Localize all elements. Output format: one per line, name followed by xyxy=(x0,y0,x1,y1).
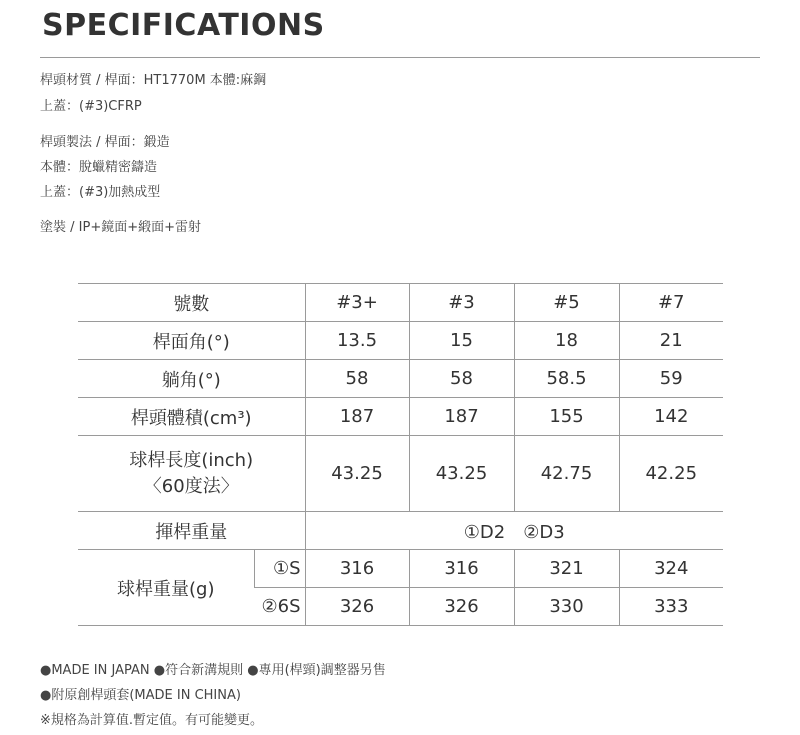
process-line-3: 上蓋：(#3)加熱成型 xyxy=(40,185,161,200)
title-divider xyxy=(40,57,760,58)
footer-line-2: ●附原創桿頭套(MADE IN CHINA) xyxy=(40,688,241,703)
row-label-weight: 球桿重量(g) xyxy=(78,550,254,626)
row-label-loft: 桿面角(°) xyxy=(78,322,305,360)
row-label-length xyxy=(78,436,305,512)
table-cell: 13.5 xyxy=(305,322,409,360)
footer-line-1: ●MADE IN JAPAN ●符合新溝規則 ●專用(桿頸)調整器另售 xyxy=(40,663,386,678)
table-cell: 21 xyxy=(619,322,723,360)
table-row xyxy=(78,360,723,398)
process-line-1: 桿頭製法 / 桿面：鍛造 xyxy=(40,135,170,150)
row-label-volume: 桿頭體積(cm³) xyxy=(78,398,305,436)
table-row xyxy=(78,550,723,588)
table-row xyxy=(78,398,723,436)
table-cell: 58 xyxy=(305,360,409,398)
table-cell: 43.25 xyxy=(305,436,409,512)
table-cell: 326 xyxy=(409,588,514,626)
table-row xyxy=(78,512,723,550)
table-cell: 155 xyxy=(514,398,619,436)
table-cell: 330 xyxy=(514,588,619,626)
table-cell: 18 xyxy=(514,322,619,360)
process-line-2: 本體：脫蠟精密鑄造 xyxy=(40,160,158,175)
footer-note: ※規格為計算值.暫定值。有可能變更。 xyxy=(40,713,264,728)
spec-table xyxy=(78,283,723,626)
page-title: SPECIFICATIONS xyxy=(42,8,325,43)
table-header-row xyxy=(78,284,723,322)
finish-line: 塗裝 / IP+鏡面+緞面+雷射 xyxy=(40,220,201,235)
table-cell: 42.75 xyxy=(514,436,619,512)
table-cell: 59 xyxy=(619,360,723,398)
header-club: #3 xyxy=(409,284,514,322)
header-club: #7 xyxy=(619,284,723,322)
table-cell: 43.25 xyxy=(409,436,514,512)
row-label-lie: 躺角(°) xyxy=(78,360,305,398)
row-label-swing-weight: 揮桿重量 xyxy=(78,512,305,550)
swing-weight-value: ①D2 ②D3 xyxy=(305,512,723,550)
table-cell: 316 xyxy=(305,550,409,588)
header-label: 號數 xyxy=(78,284,305,322)
table-cell: 187 xyxy=(305,398,409,436)
table-row xyxy=(78,436,723,512)
table-cell: 316 xyxy=(409,550,514,588)
header-club: #5 xyxy=(514,284,619,322)
material-line-1: 桿頭材質 / 桿面：HT1770M 本體:麻鋼 xyxy=(40,73,267,88)
table-cell: 142 xyxy=(619,398,723,436)
shaft-label: ②6S xyxy=(254,588,305,626)
table-cell: 187 xyxy=(409,398,514,436)
table-cell: 42.25 xyxy=(619,436,723,512)
material-line-2: 上蓋：(#3)CFRP xyxy=(40,99,142,114)
shaft-label: ①S xyxy=(254,550,305,588)
length-label-line-2: 〈60度法〉 xyxy=(143,475,239,497)
table-cell: 58.5 xyxy=(514,360,619,398)
table-cell: 321 xyxy=(514,550,619,588)
table-row xyxy=(78,322,723,360)
table-cell: 15 xyxy=(409,322,514,360)
table-cell: 58 xyxy=(409,360,514,398)
length-label-line-1: 球桿長度(inch) xyxy=(129,450,254,472)
header-club: #3+ xyxy=(305,284,409,322)
table-cell: 326 xyxy=(305,588,409,626)
table-cell: 324 xyxy=(619,550,723,588)
table-cell: 333 xyxy=(619,588,723,626)
